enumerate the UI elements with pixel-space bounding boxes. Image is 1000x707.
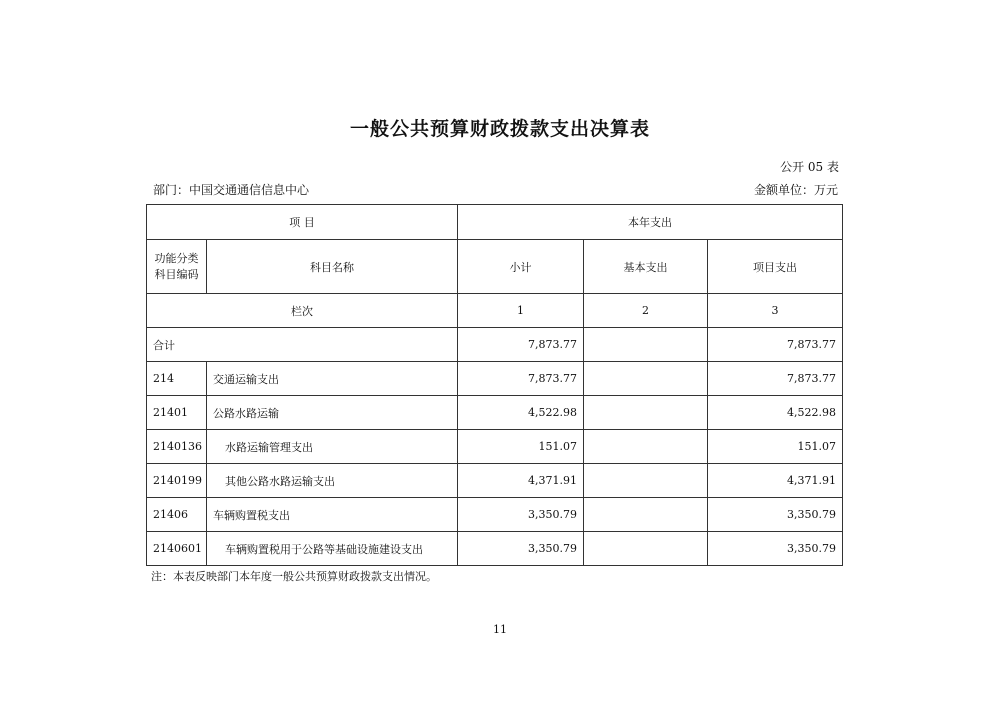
header-row-1 (147, 205, 843, 240)
footnote: 注：本表反映部门本年度一般公共预算财政拨款支出情况。 (151, 570, 437, 583)
row-project: 151.07 (708, 430, 843, 464)
header-row-2 (147, 240, 843, 294)
total-project: 7,873.77 (708, 328, 843, 362)
row-basic (584, 430, 708, 464)
row-name: 公路水路运输 (207, 396, 458, 430)
row-subtotal: 4,522.98 (458, 396, 584, 430)
row-subtotal: 4,371.91 (458, 464, 584, 498)
header-col-3: 3 (708, 294, 843, 328)
row-subtotal: 151.07 (458, 430, 584, 464)
header-subtotal: 小计 (458, 240, 584, 294)
total-basic (584, 328, 708, 362)
header-func-code: 功能分类科目编码 (147, 240, 207, 294)
table-row (147, 430, 843, 464)
table-row (147, 532, 843, 566)
department-label: 部门：中国交通通信信息中心 (153, 183, 310, 197)
row-name: 水路运输管理支出 (207, 430, 458, 464)
row-code: 2140199 (147, 464, 207, 498)
row-project: 3,350.79 (708, 498, 843, 532)
amount-unit-label: 金额单位：万元 (753, 183, 838, 197)
row-name: 其他公路水路运输支出 (207, 464, 458, 498)
total-label: 合计 (147, 328, 458, 362)
row-basic (584, 498, 708, 532)
table-row (147, 464, 843, 498)
expenditure-table (146, 204, 843, 566)
row-code: 21406 (147, 498, 207, 532)
row-basic (584, 362, 708, 396)
header-basic: 基本支出 (584, 240, 708, 294)
total-subtotal: 7,873.77 (458, 328, 584, 362)
row-basic (584, 396, 708, 430)
row-basic (584, 464, 708, 498)
row-basic (584, 532, 708, 566)
table-row (147, 362, 843, 396)
row-subtotal: 7,873.77 (458, 362, 584, 396)
row-project: 3,350.79 (708, 532, 843, 566)
header-subject-name: 科目名称 (207, 240, 458, 294)
header-col-1: 1 (458, 294, 584, 328)
header-col-2: 2 (584, 294, 708, 328)
page-number: 11 (493, 623, 507, 636)
header-row-column-numbers (147, 294, 843, 328)
row-subtotal: 3,350.79 (458, 532, 584, 566)
header-current-year-expenditure: 本年支出 (458, 205, 843, 240)
header-item: 项 目 (147, 205, 458, 240)
table-row (147, 396, 843, 430)
row-name: 车辆购置税支出 (207, 498, 458, 532)
row-code: 214 (147, 362, 207, 396)
row-name: 交通运输支出 (207, 362, 458, 396)
total-row (147, 328, 843, 362)
row-name: 车辆购置税用于公路等基础设施建设支出 (207, 532, 458, 566)
row-code: 2140136 (147, 430, 207, 464)
page-title: 一般公共预算财政拨款支出决算表 (349, 118, 650, 140)
header-column-no: 栏次 (147, 294, 458, 328)
form-code: 公开 05 表 (780, 160, 839, 174)
row-code: 2140601 (147, 532, 207, 566)
row-code: 21401 (147, 396, 207, 430)
row-project: 4,371.91 (708, 464, 843, 498)
row-subtotal: 3,350.79 (458, 498, 584, 532)
row-project: 4,522.98 (708, 396, 843, 430)
row-project: 7,873.77 (708, 362, 843, 396)
header-project: 项目支出 (708, 240, 843, 294)
table-row (147, 498, 843, 532)
